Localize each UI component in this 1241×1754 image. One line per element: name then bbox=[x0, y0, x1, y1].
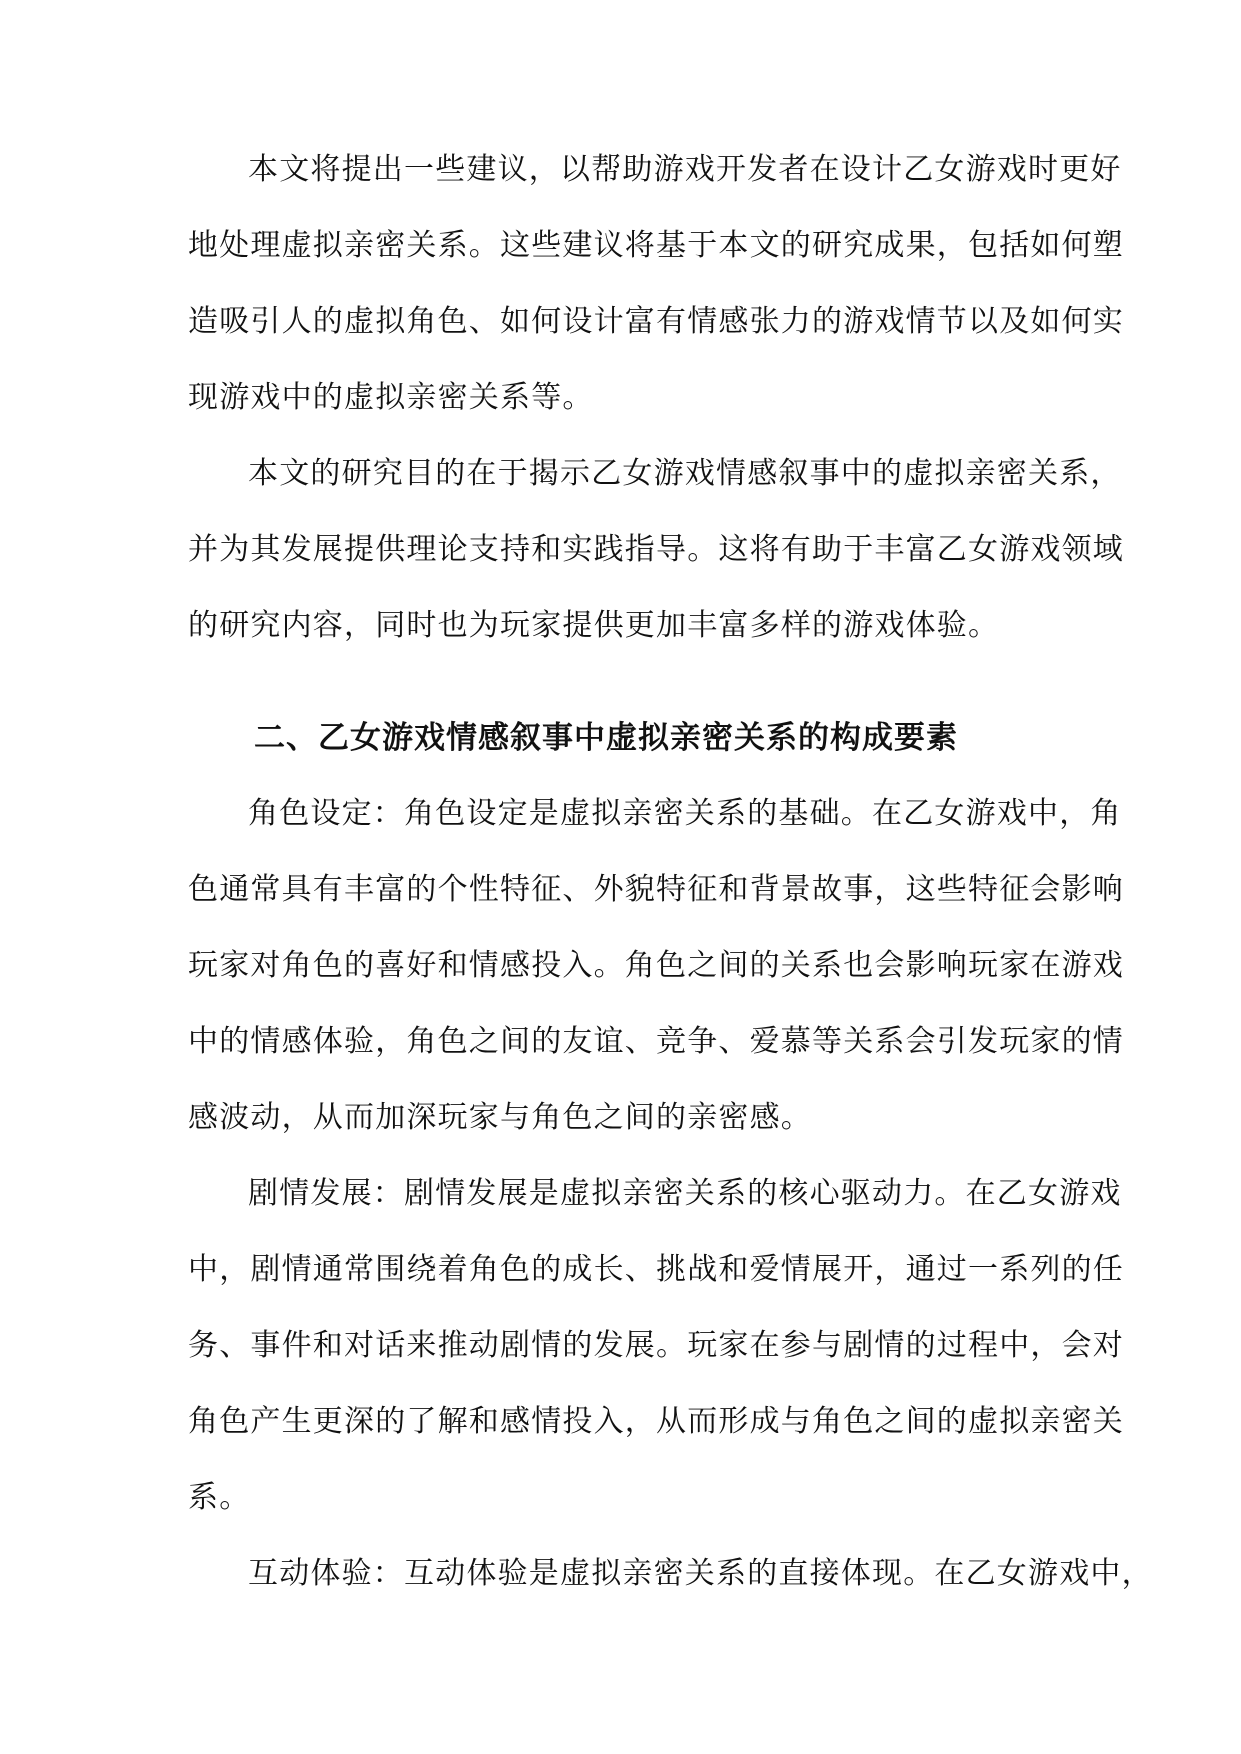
text-line: 色通常具有丰富的个性特征、外貌特征和背景故事，这些特征会影响 bbox=[188, 872, 1124, 907]
text-line: 玩家对角色的喜好和情感投入。角色之间的关系也会影响玩家在游戏 bbox=[188, 948, 1124, 983]
text-line: 中的情感体验，角色之间的友谊、竞争、爱慕等关系会引发玩家的情 bbox=[188, 1024, 1124, 1059]
text-line: 本文的研究目的在于揭示乙女游戏情感叙事中的虚拟亲密关系， bbox=[248, 456, 1122, 491]
text-line: 的研究内容，同时也为玩家提供更加丰富多样的游戏体验。 bbox=[188, 608, 1000, 643]
paragraph-character-setting bbox=[188, 776, 1124, 1156]
text-line: 中，剧情通常围绕着角色的成长、挑战和爱情展开，通过一系列的任 bbox=[188, 1252, 1124, 1287]
text-line: 本文将提出一些建议，以帮助游戏开发者在设计乙女游戏时更好 bbox=[248, 152, 1122, 187]
paragraph-plot-development bbox=[188, 1156, 1124, 1536]
text-line: 并为其发展提供理论支持和实践指导。这将有助于丰富乙女游戏领域 bbox=[188, 532, 1124, 567]
text-line: 造吸引人的虚拟角色、如何设计富有情感张力的游戏情节以及如何实 bbox=[188, 304, 1124, 339]
text-line: 角色产生更深的了解和感情投入，从而形成与角色之间的虚拟亲密关 bbox=[188, 1404, 1124, 1439]
paragraph-interaction-experience bbox=[188, 1536, 1153, 1612]
text-line: 感波动，从而加深玩家与角色之间的亲密感。 bbox=[188, 1100, 812, 1135]
text-line: 务、事件和对话来推动剧情的发展。玩家在参与剧情的过程中，会对 bbox=[188, 1328, 1124, 1363]
document-page bbox=[188, 132, 1153, 1612]
text-line: 现游戏中的虚拟亲密关系等。 bbox=[188, 380, 594, 415]
section-heading: 二、乙女游戏情感叙事中虚拟亲密关系的构成要素 bbox=[254, 720, 958, 756]
text-line: 地处理虚拟亲密关系。这些建议将基于本文的研究成果，包括如何塑 bbox=[188, 228, 1124, 263]
text-line: 角色设定：角色设定是虚拟亲密关系的基础。在乙女游戏中，角 bbox=[248, 796, 1122, 831]
paragraph-recommendations bbox=[188, 132, 1124, 436]
text-line: 系。 bbox=[188, 1480, 251, 1515]
text-line: 剧情发展：剧情发展是虚拟亲密关系的核心驱动力。在乙女游戏 bbox=[248, 1176, 1122, 1211]
text-line: 互动体验：互动体验是虚拟亲密关系的直接体现。在乙女游戏中， bbox=[248, 1556, 1153, 1591]
paragraph-research-purpose bbox=[188, 436, 1124, 664]
